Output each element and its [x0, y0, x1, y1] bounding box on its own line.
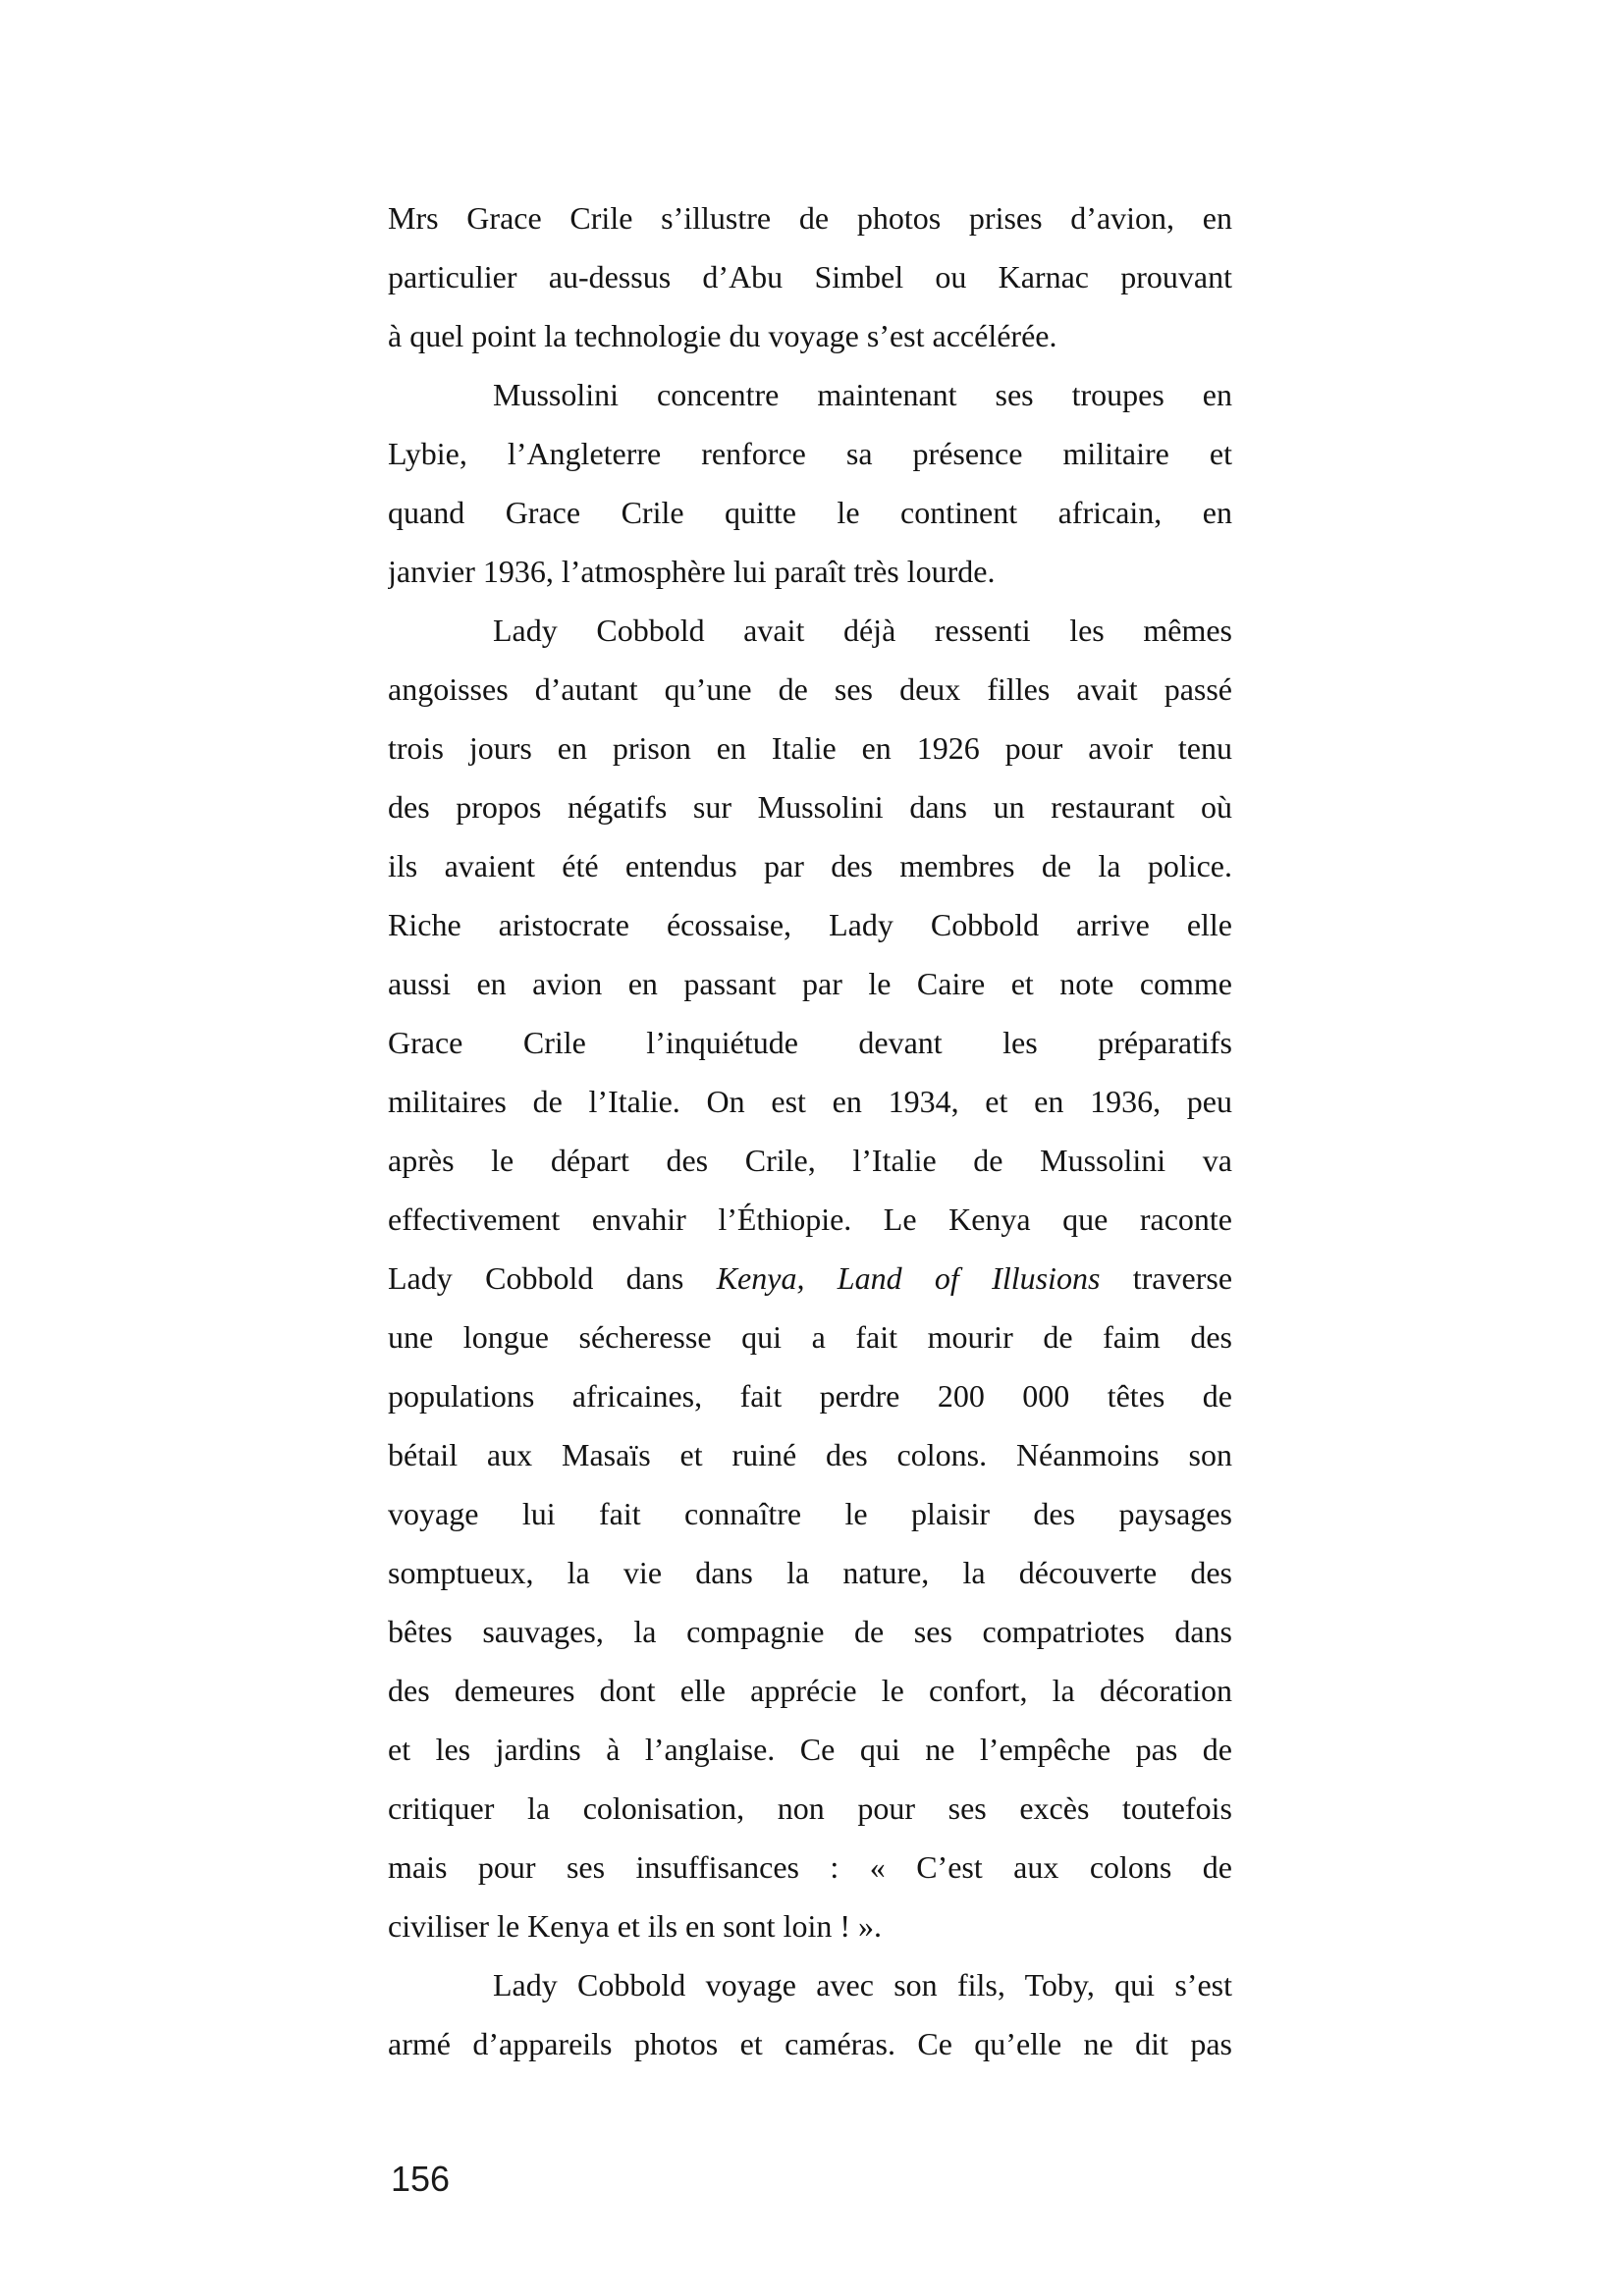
text-line: Mussolini concentre maintenant ses troupes en [493, 377, 1232, 412]
book-title-italic: Kenya, Land of Illusions [716, 1260, 1101, 1296]
text-line: Mrs Grace Crile s’illustre de photos prises d’avion, en [388, 200, 1232, 236]
text-line: trois jours en prison en Italie en 1926 pour avoir tenu [388, 730, 1232, 766]
text-line: particulier au-dessus d’Abu Simbel ou Karnac prouvant [388, 259, 1232, 294]
text-line: ils avaient été entendus par des membres de la police. [388, 848, 1232, 883]
text-line: bêtes sauvages, la compagnie de ses compatriotes dans [388, 1614, 1232, 1649]
text-line: une longue sécheresse qui a fait mourir de faim des [388, 1319, 1232, 1355]
text-line: armé d’appareils photos et caméras. Ce qu’elle ne dit pas [388, 2026, 1232, 2061]
text-line: somptueux, la vie dans la nature, la découverte des [388, 1555, 1232, 1590]
text-line: après le départ des Crile, l’Italie de Mussolini va [388, 1143, 1232, 1178]
text-line: bétail aux Masaïs et ruiné des colons. Néanmoins son [388, 1437, 1232, 1472]
page-number: 156 [391, 2159, 451, 2199]
text-line: Lybie, l’Angleterre renforce sa présence militaire et [388, 436, 1232, 471]
text-line: populations africaines, fait perdre 200 000 têtes de [388, 1378, 1232, 1414]
text-line: et les jardins à l’anglaise. Ce qui ne l’empêche pas de [388, 1732, 1232, 1767]
text-line-with-book-title [388, 1249, 1232, 1308]
text-line: mais pour ses insuffisances : « C’est aux colons de [388, 1849, 1232, 1885]
text-line: effectivement envahir l’Éthiopie. Le Kenya que raconte [388, 1201, 1232, 1237]
text-segment: traverse [1100, 1260, 1232, 1296]
text-line: janvier 1936, l’atmosphère lui paraît très lourde. [388, 554, 996, 589]
text-line: Grace Crile l’inquiétude devant les préparatifs [388, 1025, 1232, 1060]
text-line: aussi en avion en passant par le Caire et note comme [388, 966, 1232, 1001]
text-line: des demeures dont elle apprécie le confort, la décoration [388, 1673, 1232, 1708]
text-line: Riche aristocrate écossaise, Lady Cobbold arrive elle [388, 907, 1232, 942]
text-line: angoisses d’autant qu’une de ses deux filles avait passé [388, 671, 1232, 707]
text-line: Lady Cobbold voyage avec son fils, Toby, qui s’est [493, 1967, 1232, 2002]
text-line: civiliser le Kenya et ils en sont loin ! ». [388, 1908, 882, 1944]
text-line: voyage lui fait connaître le plaisir des paysages [388, 1496, 1232, 1531]
text-segment: Lady Cobbold dans [388, 1260, 717, 1296]
text-line: quand Grace Crile quitte le continent africain, en [388, 495, 1232, 530]
text-line: critiquer la colonisation, non pour ses excès toutefois [388, 1790, 1232, 1826]
text-line: Lady Cobbold avait déjà ressenti les mêmes [493, 613, 1232, 648]
text-line: des propos négatifs sur Mussolini dans un restaurant où [388, 789, 1232, 825]
text-line: à quel point la technologie du voyage s’est accélérée. [388, 318, 1057, 353]
text-line: militaires de l’Italie. On est en 1934, et en 1936, peu [388, 1084, 1232, 1119]
page-text [388, 188, 1232, 2073]
